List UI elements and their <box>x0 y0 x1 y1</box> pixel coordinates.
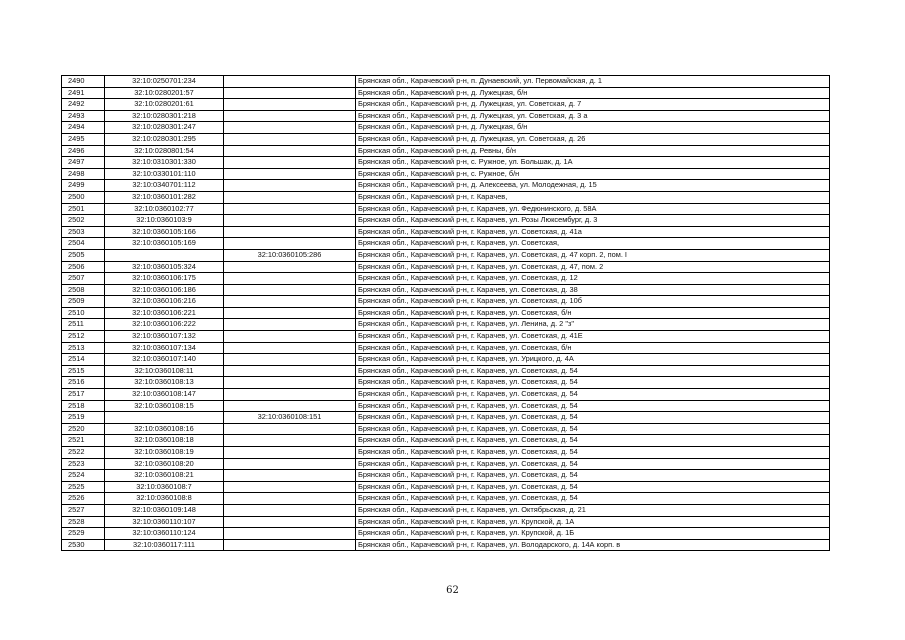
cadastral-number-cell: 32:10:0310301:330 <box>105 157 224 169</box>
address-cell: Брянская обл., Карачевский р-н, г. Карачев, ул. Советская, д. 10б <box>356 296 830 308</box>
table-row <box>62 238 830 250</box>
table-row <box>62 458 830 470</box>
row-number-cell: 2505 <box>62 249 105 261</box>
room-cadastral-number-cell <box>224 296 356 308</box>
table-row <box>62 493 830 505</box>
row-number-cell: 2517 <box>62 389 105 401</box>
room-cadastral-number-cell <box>224 133 356 145</box>
table-row <box>62 180 830 192</box>
table-row <box>62 191 830 203</box>
address-cell: Брянская обл., Карачевский р-н, г. Карачев, ул. Федюнинского, д. 58А <box>356 203 830 215</box>
cadastral-number-cell: 32:10:0360108:13 <box>105 377 224 389</box>
address-cell: Брянская обл., Карачевский р-н, д. Лужецкая, ул. Советская, д. 26 <box>356 133 830 145</box>
row-number-cell: 2508 <box>62 284 105 296</box>
room-cadastral-number-cell <box>224 76 356 88</box>
room-cadastral-number-cell <box>224 400 356 412</box>
address-cell: Брянская обл., Карачевский р-н, г. Карачев, ул. Советская, д. 41Е <box>356 331 830 343</box>
row-number-cell: 2530 <box>62 539 105 551</box>
room-cadastral-number-cell <box>224 87 356 99</box>
row-number-cell: 2503 <box>62 226 105 238</box>
row-number-cell: 2521 <box>62 435 105 447</box>
table-row <box>62 447 830 459</box>
table-row <box>62 470 830 482</box>
cadastral-number-cell: 32:10:0280301:247 <box>105 122 224 134</box>
table-row <box>62 157 830 169</box>
room-cadastral-number-cell <box>224 470 356 482</box>
row-number-cell: 2525 <box>62 481 105 493</box>
address-cell: Брянская обл., Карачевский р-н, г. Карачев, ул. Советская, д. 54 <box>356 470 830 482</box>
room-cadastral-number-cell <box>224 389 356 401</box>
cadastral-number-cell: 32:10:0360108:7 <box>105 481 224 493</box>
address-cell: Брянская обл., Карачевский р-н, г. Карачев, ул. Советская, д. 54 <box>356 493 830 505</box>
room-cadastral-number-cell <box>224 226 356 238</box>
room-cadastral-number-cell <box>224 493 356 505</box>
row-number-cell: 2490 <box>62 76 105 88</box>
row-number-cell: 2495 <box>62 133 105 145</box>
cadastral-number-cell: 32:10:0360107:134 <box>105 342 224 354</box>
cadastral-table <box>61 75 830 551</box>
address-cell: Брянская обл., Карачевский р-н, д. Лужецкая, ул. Советская, д. 7 <box>356 99 830 111</box>
row-number-cell: 2522 <box>62 447 105 459</box>
room-cadastral-number-cell <box>224 180 356 192</box>
row-number-cell: 2529 <box>62 528 105 540</box>
row-number-cell: 2501 <box>62 203 105 215</box>
address-cell: Брянская обл., Карачевский р-н, г. Карачев, ул. Советская, д. 54 <box>356 365 830 377</box>
room-cadastral-number-cell <box>224 215 356 227</box>
table-row <box>62 528 830 540</box>
row-number-cell: 2509 <box>62 296 105 308</box>
address-cell: Брянская обл., Карачевский р-н, г. Карачев, ул. Советская, д. 54 <box>356 481 830 493</box>
cadastral-number-cell: 32:10:0360110:107 <box>105 516 224 528</box>
cadastral-number-cell <box>105 249 224 261</box>
cadastral-number-cell: 32:10:0360108:11 <box>105 365 224 377</box>
row-number-cell: 2504 <box>62 238 105 250</box>
row-number-cell: 2518 <box>62 400 105 412</box>
cadastral-number-cell: 32:10:0340701:112 <box>105 180 224 192</box>
table-row <box>62 296 830 308</box>
address-cell: Брянская обл., Карачевский р-н, г. Карачев, ул. Розы Люксембург, д. 3 <box>356 215 830 227</box>
table-row <box>62 389 830 401</box>
table-row <box>62 377 830 389</box>
cadastral-number-cell: 32:10:0360108:147 <box>105 389 224 401</box>
room-cadastral-number-cell <box>224 122 356 134</box>
room-cadastral-number-cell <box>224 203 356 215</box>
table-row <box>62 342 830 354</box>
cadastral-number-cell: 32:10:0360108:16 <box>105 423 224 435</box>
table-row <box>62 87 830 99</box>
room-cadastral-number-cell <box>224 528 356 540</box>
table-row <box>62 145 830 157</box>
table-row <box>62 400 830 412</box>
cadastral-number-cell: 32:10:0360106:186 <box>105 284 224 296</box>
table-row <box>62 122 830 134</box>
row-number-cell: 2499 <box>62 180 105 192</box>
room-cadastral-number-cell <box>224 145 356 157</box>
address-cell: Брянская обл., Карачевский р-н, г. Карачев, ул. Ленина, д. 2 "з" <box>356 319 830 331</box>
address-cell: Брянская обл., Карачевский р-н, д. Лужецкая, б/н <box>356 122 830 134</box>
row-number-cell: 2513 <box>62 342 105 354</box>
room-cadastral-number-cell <box>224 307 356 319</box>
cadastral-number-cell: 32:10:0360110:124 <box>105 528 224 540</box>
room-cadastral-number-cell <box>224 504 356 516</box>
cadastral-number-cell: 32:10:0250701:234 <box>105 76 224 88</box>
cadastral-number-cell: 32:10:0360106:221 <box>105 307 224 319</box>
address-cell: Брянская обл., Карачевский р-н, д. Ревны, б/н <box>356 145 830 157</box>
address-cell: Брянская обл., Карачевский р-н, г. Карачев, ул. Советская, д. 47 корп. 2, пом. I <box>356 249 830 261</box>
room-cadastral-number-cell <box>224 273 356 285</box>
table-row <box>62 539 830 551</box>
address-cell: Брянская обл., Карачевский р-н, г. Карачев, <box>356 191 830 203</box>
table-row <box>62 273 830 285</box>
row-number-cell: 2523 <box>62 458 105 470</box>
room-cadastral-number-cell <box>224 168 356 180</box>
row-number-cell: 2507 <box>62 273 105 285</box>
room-cadastral-number-cell: 32:10:0360105:286 <box>224 249 356 261</box>
table-body <box>62 76 830 551</box>
room-cadastral-number-cell <box>224 354 356 366</box>
room-cadastral-number-cell <box>224 331 356 343</box>
cadastral-number-cell: 32:10:0280301:295 <box>105 133 224 145</box>
room-cadastral-number-cell <box>224 191 356 203</box>
table-row <box>62 365 830 377</box>
cadastral-number-cell: 32:10:0360105:166 <box>105 226 224 238</box>
cadastral-number-cell: 32:10:0360108:18 <box>105 435 224 447</box>
row-number-cell: 2512 <box>62 331 105 343</box>
address-cell: Брянская обл., Карачевский р-н, д. Лужецкая, ул. Советская, д. 3 а <box>356 110 830 122</box>
row-number-cell: 2497 <box>62 157 105 169</box>
row-number-cell: 2510 <box>62 307 105 319</box>
room-cadastral-number-cell <box>224 284 356 296</box>
table-row <box>62 215 830 227</box>
room-cadastral-number-cell <box>224 319 356 331</box>
row-number-cell: 2516 <box>62 377 105 389</box>
room-cadastral-number-cell <box>224 261 356 273</box>
row-number-cell: 2500 <box>62 191 105 203</box>
table-row <box>62 226 830 238</box>
address-cell: Брянская обл., Карачевский р-н, г. Карачев, ул. Советская, д. 47, пом. 2 <box>356 261 830 273</box>
room-cadastral-number-cell <box>224 377 356 389</box>
cadastral-number-cell: 32:10:0360106:216 <box>105 296 224 308</box>
room-cadastral-number-cell <box>224 481 356 493</box>
row-number-cell: 2502 <box>62 215 105 227</box>
room-cadastral-number-cell <box>224 423 356 435</box>
table-row <box>62 99 830 111</box>
table-row <box>62 307 830 319</box>
table-row <box>62 423 830 435</box>
table-row <box>62 203 830 215</box>
table-row <box>62 319 830 331</box>
table-row <box>62 504 830 516</box>
address-cell: Брянская обл., Карачевский р-н, д. Лужецкая, б/н <box>356 87 830 99</box>
address-cell: Брянская обл., Карачевский р-н, г. Карачев, ул. Советская, д. 54 <box>356 377 830 389</box>
table-row <box>62 516 830 528</box>
cadastral-number-cell: 32:10:0360103:9 <box>105 215 224 227</box>
row-number-cell: 2515 <box>62 365 105 377</box>
table-row <box>62 168 830 180</box>
address-cell: Брянская обл., Карачевский р-н, п. Дунаевский, ул. Первомайская, д. 1 <box>356 76 830 88</box>
row-number-cell: 2528 <box>62 516 105 528</box>
address-cell: Брянская обл., Карачевский р-н, с. Ружное, ул. Большак, д. 1А <box>356 157 830 169</box>
row-number-cell: 2491 <box>62 87 105 99</box>
address-cell: Брянская обл., Карачевский р-н, г. Карачев, ул. Советская, д. 54 <box>356 435 830 447</box>
address-cell: Брянская обл., Карачевский р-н, г. Карачев, ул. Крупской, д. 1Б <box>356 528 830 540</box>
address-cell: Брянская обл., Карачевский р-н, г. Карачев, ул. Советская, б/н <box>356 342 830 354</box>
table-row <box>62 481 830 493</box>
row-number-cell: 2492 <box>62 99 105 111</box>
row-number-cell: 2493 <box>62 110 105 122</box>
cadastral-number-cell: 32:10:0360105:324 <box>105 261 224 273</box>
cadastral-number-cell: 32:10:0360108:19 <box>105 447 224 459</box>
cadastral-number-cell: 32:10:0360105:169 <box>105 238 224 250</box>
table-row <box>62 261 830 273</box>
row-number-cell: 2496 <box>62 145 105 157</box>
cadastral-number-cell: 32:10:0360106:175 <box>105 273 224 285</box>
address-cell: Брянская обл., Карачевский р-н, с. Ружное, б/н <box>356 168 830 180</box>
page-number: 62 <box>446 585 459 596</box>
cadastral-number-cell: 32:10:0360108:8 <box>105 493 224 505</box>
address-cell: Брянская обл., Карачевский р-н, г. Карачев, ул. Советская, д. 54 <box>356 400 830 412</box>
room-cadastral-number-cell <box>224 447 356 459</box>
cadastral-number-cell: 32:10:0280201:61 <box>105 99 224 111</box>
cadastral-number-cell: 32:10:0360107:132 <box>105 331 224 343</box>
cadastral-number-cell: 32:10:0280801:54 <box>105 145 224 157</box>
room-cadastral-number-cell <box>224 99 356 111</box>
address-cell: Брянская обл., Карачевский р-н, г. Карачев, ул. Советская, д. 54 <box>356 447 830 459</box>
row-number-cell: 2498 <box>62 168 105 180</box>
table-row <box>62 331 830 343</box>
cadastral-number-cell: 32:10:0330101:110 <box>105 168 224 180</box>
address-cell: Брянская обл., Карачевский р-н, г. Карачев, ул. Советская, д. 41а <box>356 226 830 238</box>
address-cell: Брянская обл., Карачевский р-н, г. Карачев, ул. Володарского, д. 14А корп. в <box>356 539 830 551</box>
room-cadastral-number-cell <box>224 458 356 470</box>
cadastral-number-cell: 32:10:0280201:57 <box>105 87 224 99</box>
address-cell: Брянская обл., Карачевский р-н, г. Карачев, ул. Советская, д. 54 <box>356 389 830 401</box>
cadastral-number-cell: 32:10:0360108:21 <box>105 470 224 482</box>
table-row <box>62 76 830 88</box>
cadastral-number-cell <box>105 412 224 424</box>
cadastral-number-cell: 32:10:0360106:222 <box>105 319 224 331</box>
address-cell: Брянская обл., Карачевский р-н, г. Карачев, ул. Советская, <box>356 238 830 250</box>
table-row <box>62 435 830 447</box>
row-number-cell: 2511 <box>62 319 105 331</box>
address-cell: Брянская обл., Карачевский р-н, г. Карачев, ул. Советская, д. 54 <box>356 412 830 424</box>
row-number-cell: 2514 <box>62 354 105 366</box>
room-cadastral-number-cell <box>224 110 356 122</box>
table-row <box>62 110 830 122</box>
address-cell: Брянская обл., Карачевский р-н, г. Карачев, ул. Советская, д. 12 <box>356 273 830 285</box>
address-cell: Брянская обл., Карачевский р-н, г. Карачев, ул. Советская, д. 54 <box>356 423 830 435</box>
room-cadastral-number-cell <box>224 516 356 528</box>
cadastral-number-cell: 32:10:0360109:148 <box>105 504 224 516</box>
address-cell: Брянская обл., Карачевский р-н, д. Алексеева, ул. Молодежная, д. 15 <box>356 180 830 192</box>
table-row <box>62 412 830 424</box>
row-number-cell: 2494 <box>62 122 105 134</box>
room-cadastral-number-cell <box>224 238 356 250</box>
cadastral-number-cell: 32:10:0280301:218 <box>105 110 224 122</box>
cadastral-number-cell: 32:10:0360101:282 <box>105 191 224 203</box>
room-cadastral-number-cell: 32:10:0360108:151 <box>224 412 356 424</box>
table-row <box>62 284 830 296</box>
address-cell: Брянская обл., Карачевский р-н, г. Карачев, ул. Советская, б/н <box>356 307 830 319</box>
table-row <box>62 133 830 145</box>
room-cadastral-number-cell <box>224 365 356 377</box>
room-cadastral-number-cell <box>224 539 356 551</box>
table-row <box>62 354 830 366</box>
table-row <box>62 249 830 261</box>
cadastral-number-cell: 32:10:0360107:140 <box>105 354 224 366</box>
cadastral-number-cell: 32:10:0360108:20 <box>105 458 224 470</box>
room-cadastral-number-cell <box>224 342 356 354</box>
row-number-cell: 2519 <box>62 412 105 424</box>
address-cell: Брянская обл., Карачевский р-н, г. Карачев, ул. Урицкого, д. 4А <box>356 354 830 366</box>
address-cell: Брянская обл., Карачевский р-н, г. Карачев, ул. Советская, д. 54 <box>356 458 830 470</box>
address-cell: Брянская обл., Карачевский р-н, г. Карачев, ул. Октябрьская, д. 21 <box>356 504 830 516</box>
cadastral-number-cell: 32:10:0360117:111 <box>105 539 224 551</box>
room-cadastral-number-cell <box>224 435 356 447</box>
row-number-cell: 2526 <box>62 493 105 505</box>
address-cell: Брянская обл., Карачевский р-н, г. Карачев, ул. Крупской, д. 1А <box>356 516 830 528</box>
cadastral-number-cell: 32:10:0360102:77 <box>105 203 224 215</box>
address-cell: Брянская обл., Карачевский р-н, г. Карачев, ул. Советская, д. 38 <box>356 284 830 296</box>
row-number-cell: 2520 <box>62 423 105 435</box>
row-number-cell: 2524 <box>62 470 105 482</box>
row-number-cell: 2527 <box>62 504 105 516</box>
row-number-cell: 2506 <box>62 261 105 273</box>
cadastral-number-cell: 32:10:0360108:15 <box>105 400 224 412</box>
room-cadastral-number-cell <box>224 157 356 169</box>
